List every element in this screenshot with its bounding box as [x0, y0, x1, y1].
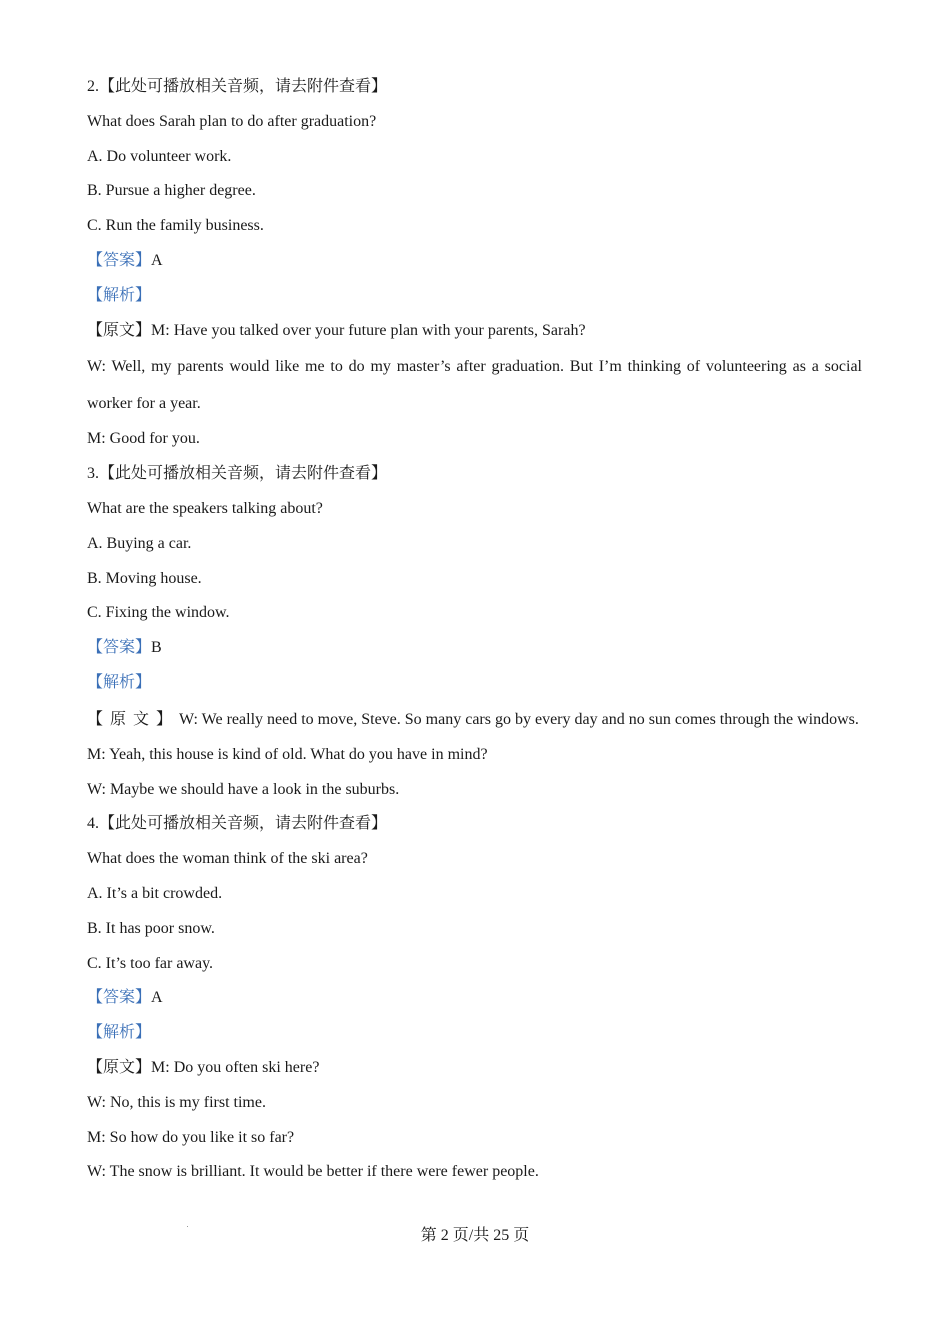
- answer-value: A: [151, 251, 163, 269]
- transcript-tag: 【原文】: [87, 321, 152, 339]
- transcript-line: W: Maybe we should have a look in the suburbs.: [87, 780, 400, 798]
- option-b: B. Moving house.: [87, 569, 202, 587]
- transcript-tag: 【原文】: [87, 710, 180, 728]
- question-text: What are the speakers talking about?: [87, 499, 323, 517]
- transcript-line: W: The snow is brilliant. It would be better if there were fewer people.: [87, 1163, 539, 1181]
- option-a: A. Buying a car.: [87, 534, 192, 552]
- answer-tag: 【答案】: [87, 639, 152, 657]
- transcript-line: M: Yeah, this house is kind of old. What do you have in mind?: [87, 745, 488, 763]
- transcript-line: W: Well, my parents would like me to do my master’s after graduation. But I’m thinking of volunteering as a social worker for a year.: [87, 358, 862, 413]
- option-c: C. Run the family business.: [87, 217, 264, 235]
- question-block: [87, 70, 862, 457]
- question-text: What does Sarah plan to do after graduation?: [87, 112, 377, 130]
- transcript-line: W: No, this is my first time.: [87, 1093, 266, 1111]
- question-block: [87, 807, 862, 1190]
- question-block: [87, 457, 862, 807]
- option-b: B. Pursue a higher degree.: [87, 182, 256, 200]
- question-header: 3.【此处可播放相关音频，请去附件查看】: [87, 465, 388, 483]
- question-text: What does the woman think of the ski area?: [87, 850, 368, 868]
- transcript-line: [87, 314, 862, 349]
- option-c: C. Fixing the window.: [87, 604, 230, 622]
- option-a: A. Do volunteer work.: [87, 147, 232, 165]
- answer-tag: 【答案】: [87, 989, 152, 1007]
- analysis-tag: 【解析】: [87, 673, 152, 691]
- option-c: C. It’s too far away.: [87, 954, 214, 972]
- answer-line: [87, 244, 862, 279]
- analysis-tag: 【解析】: [87, 1024, 152, 1042]
- transcript-tag: 【原文】: [87, 1058, 152, 1076]
- transcript-text: W: We really need to move, Steve. So many cars go by every day and no sun comes through the windows.: [179, 710, 859, 728]
- answer-tag: 【答案】: [87, 251, 152, 269]
- option-b: B. It has poor snow.: [87, 919, 215, 937]
- transcript-line: M: So how do you like it so far?: [87, 1128, 295, 1146]
- answer-value: B: [151, 639, 162, 657]
- document-page: [87, 70, 862, 1190]
- question-header: 4.【此处可播放相关音频，请去附件查看】: [87, 815, 388, 833]
- transcript-text: M: Have you talked over your future plan with your parents, Sarah?: [151, 321, 586, 339]
- transcript-line: M: Good for you.: [87, 430, 200, 448]
- option-a: A. It’s a bit crowded.: [87, 884, 223, 902]
- answer-line: [87, 981, 862, 1016]
- transcript-line: [87, 1051, 862, 1086]
- transcript-line: [87, 701, 862, 738]
- transcript-text: M: Do you often ski here?: [151, 1058, 320, 1076]
- question-header: 2.【此处可播放相关音频，请去附件查看】: [87, 78, 388, 95]
- answer-line: [87, 631, 862, 666]
- answer-value: A: [151, 989, 163, 1007]
- page-footer: 第 2 页/共 25 页: [420, 1227, 530, 1244]
- analysis-tag: 【解析】: [87, 286, 152, 304]
